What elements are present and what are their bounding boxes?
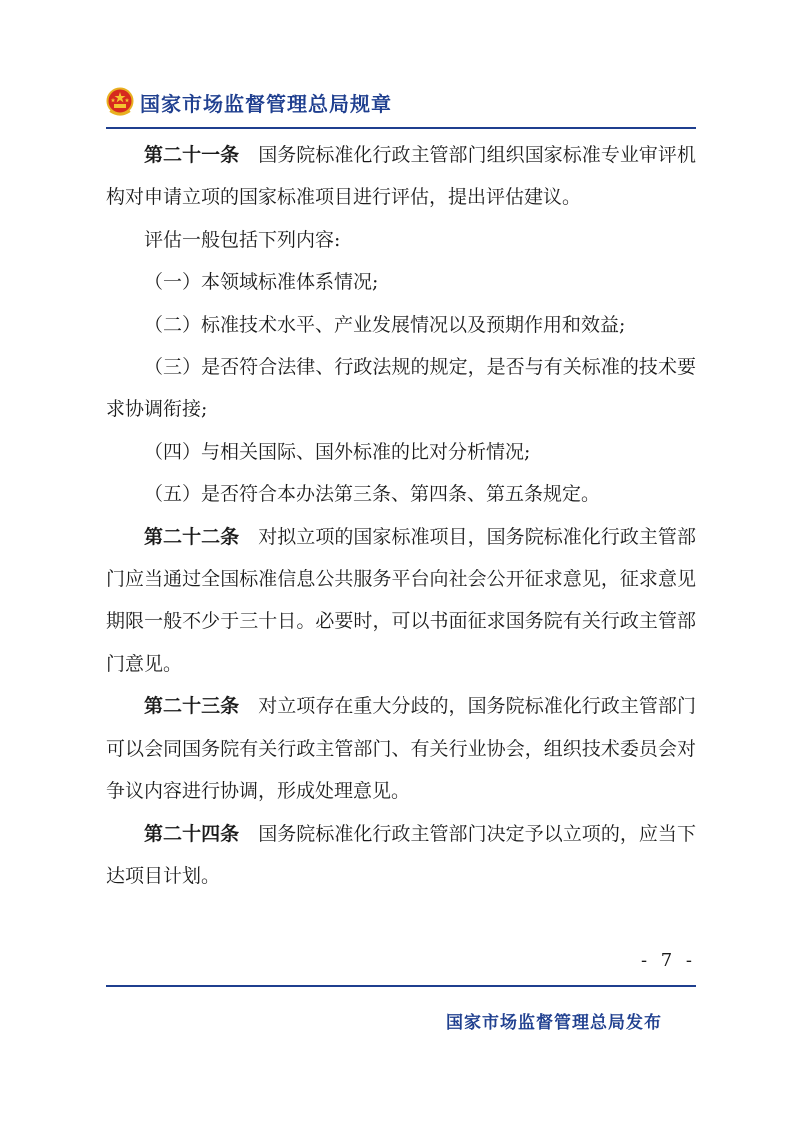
header-title: 国家市场监督管理总局规章 <box>140 91 392 116</box>
article-number: 第二十二条 <box>144 525 240 548</box>
article-23 <box>106 685 696 812</box>
article-number: 第二十一条 <box>144 144 240 166</box>
article-text: 国务院标准化行政主管部门决定予以立项的，应当下达项目计划。 <box>106 822 696 887</box>
article-number: 第二十四条 <box>144 822 240 845</box>
article-number: 第二十三条 <box>144 695 240 718</box>
article-text: 对拟立项的国家标准项目，国务院标准化行政主管部门应当通过全国标准信息公共服务平台向社会公开征求意见，征求意见期限一般不少于三十日。必要时，可以书面征求国务院有关行政主管部门意见。 <box>106 525 696 675</box>
document-body <box>106 134 696 897</box>
list-item: （五）是否符合本办法第三条、第四条、第五条规定。 <box>144 483 601 506</box>
paragraph: 评估一般包括下列内容: <box>144 228 341 251</box>
article-24 <box>106 813 696 898</box>
list-item: （三）是否符合法律、行政法规的规定，是否与有关标准的技术要求协调衔接; <box>106 356 696 421</box>
header-divider <box>106 127 696 129</box>
article-21 <box>106 134 696 219</box>
list-item: （四）与相关国际、国外标准的比对分析情况; <box>144 440 531 463</box>
article-22 <box>106 516 696 686</box>
article-text: 国务院标准化行政主管部门组织国家标准专业审评机构对申请立项的国家标准项目进行评估，提出评估建议。 <box>106 144 696 209</box>
footer-publisher: 国家市场监督管理总局发布 <box>446 1013 662 1033</box>
footer-divider <box>106 985 696 987</box>
page-header <box>106 84 696 120</box>
list-item: （一）本领域标准体系情况; <box>144 271 379 294</box>
list-item: （二）标准技术水平、产业发展情况以及预期作用和效益; <box>144 313 626 336</box>
national-emblem-icon <box>106 87 134 117</box>
article-text: 对立项存在重大分歧的，国务院标准化行政主管部门可以会同国务院有关行政主管部门、有关行业协会，组织技术委员会对争议内容进行协调，形成处理意见。 <box>106 695 696 803</box>
page-number: - 7 - <box>640 950 696 971</box>
